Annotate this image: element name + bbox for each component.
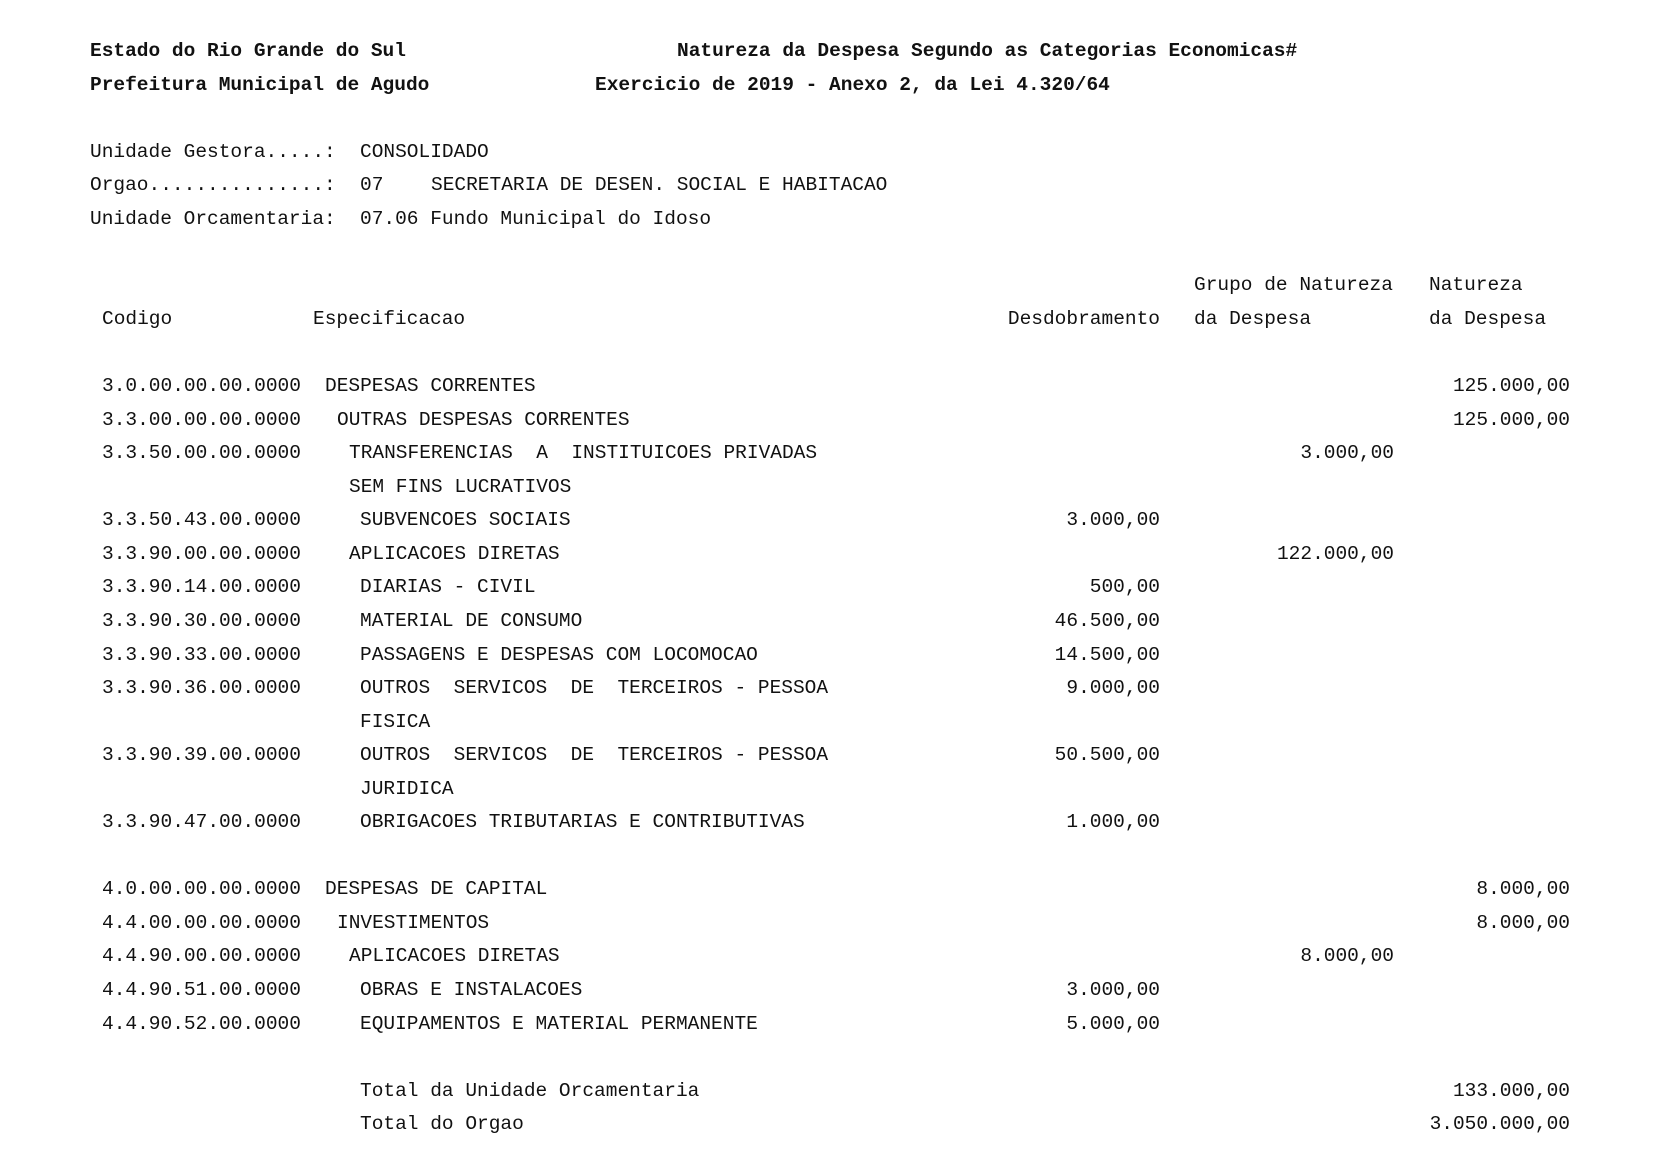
- row-spec: INVESTIMENTOS: [337, 912, 490, 934]
- row-code: 3.3.50.43.00.0000: [102, 509, 301, 531]
- unidade-orcamentaria-label: Unidade Orcamentaria:: [90, 208, 336, 230]
- row-code: 3.3.90.39.00.0000: [102, 744, 301, 766]
- column-header-grupo-line1: Grupo de Natureza: [1194, 274, 1393, 296]
- row-desdobramento: 5.000,00: [1066, 1013, 1160, 1035]
- row-desdobramento: 50.500,00: [1054, 744, 1160, 766]
- row-spec: OUTROS SERVICOS DE TERCEIROS - PESSOA: [360, 744, 829, 766]
- state-name: Estado do Rio Grande do Sul: [90, 40, 406, 62]
- row-code: 4.4.00.00.00.0000: [102, 912, 301, 934]
- unidade-orcamentaria-value: 07.06 Fundo Municipal do Idoso: [360, 208, 712, 230]
- unidade-gestora-label: Unidade Gestora.....:: [90, 141, 336, 163]
- row-spec: SUBVENCOES SOCIAIS: [360, 509, 571, 531]
- row-code: 4.4.90.00.00.0000: [102, 945, 301, 967]
- column-header-especificacao: Especificacao: [313, 308, 466, 330]
- row-code: 3.3.90.00.00.0000: [102, 543, 301, 565]
- report-title: Natureza da Despesa Segundo as Categorias Economicas#: [677, 40, 1298, 62]
- row-desdobramento: 46.500,00: [1054, 610, 1160, 632]
- total-orgao-value: 3.050.000,00: [1429, 1113, 1570, 1135]
- row-natureza: 8.000,00: [1476, 912, 1570, 934]
- total-orgao-label: Total do Orgao: [360, 1113, 524, 1135]
- row-spec: OBRIGACOES TRIBUTARIAS E CONTRIBUTIVAS: [360, 811, 805, 833]
- row-code: 3.3.90.36.00.0000: [102, 677, 301, 699]
- column-header-codigo: Codigo: [102, 308, 173, 330]
- report-subtitle: Exercicio de 2019 - Anexo 2, da Lei 4.320/64: [595, 74, 1110, 96]
- row-spec-continuation: JURIDICA: [360, 778, 454, 800]
- row-code: 3.0.00.00.00.0000: [102, 375, 301, 397]
- column-header-natureza-line2: da Despesa: [1429, 308, 1547, 330]
- row-spec-continuation: SEM FINS LUCRATIVOS: [349, 476, 572, 498]
- orgao-label: Orgao...............:: [90, 174, 336, 196]
- row-spec: MATERIAL DE CONSUMO: [360, 610, 583, 632]
- row-spec: TRANSFERENCIAS A INSTITUICOES PRIVADAS: [349, 442, 818, 464]
- row-natureza: 125.000,00: [1452, 409, 1570, 431]
- row-code: 3.3.00.00.00.0000: [102, 409, 301, 431]
- row-grupo: 8.000,00: [1300, 945, 1394, 967]
- row-spec: PASSAGENS E DESPESAS COM LOCOMOCAO: [360, 644, 758, 666]
- row-desdobramento: 3.000,00: [1066, 509, 1160, 531]
- row-spec: OBRAS E INSTALACOES: [360, 979, 583, 1001]
- row-desdobramento: 3.000,00: [1066, 979, 1160, 1001]
- unidade-gestora-value: CONSOLIDADO: [360, 141, 489, 163]
- orgao-code: 07: [360, 174, 384, 196]
- row-grupo: 3.000,00: [1300, 442, 1394, 464]
- row-natureza: 125.000,00: [1452, 375, 1570, 397]
- total-unidade-label: Total da Unidade Orcamentaria: [360, 1080, 700, 1102]
- row-natureza: 8.000,00: [1476, 878, 1570, 900]
- row-spec: APLICACOES DIRETAS: [349, 543, 560, 565]
- column-header-desdobramento: Desdobramento: [1007, 308, 1160, 330]
- orgao-name: SECRETARIA DE DESEN. SOCIAL E HABITACAO: [431, 174, 888, 196]
- row-code: 4.4.90.51.00.0000: [102, 979, 301, 1001]
- row-spec-continuation: FISICA: [360, 711, 431, 733]
- row-code: 3.3.90.30.00.0000: [102, 610, 301, 632]
- row-code: 3.3.90.33.00.0000: [102, 644, 301, 666]
- row-code: 3.3.90.14.00.0000: [102, 576, 301, 598]
- column-header-natureza-line1: Natureza: [1429, 274, 1523, 296]
- row-code: 3.3.90.47.00.0000: [102, 811, 301, 833]
- row-spec: DIARIAS - CIVIL: [360, 576, 536, 598]
- row-spec: OUTROS SERVICOS DE TERCEIROS - PESSOA: [360, 677, 829, 699]
- row-spec: DESPESAS CORRENTES: [325, 375, 536, 397]
- row-code: 4.0.00.00.00.0000: [102, 878, 301, 900]
- row-spec: EQUIPAMENTOS E MATERIAL PERMANENTE: [360, 1013, 758, 1035]
- row-spec: DESPESAS DE CAPITAL: [325, 878, 548, 900]
- row-grupo: 122.000,00: [1276, 543, 1394, 565]
- row-desdobramento: 9.000,00: [1066, 677, 1160, 699]
- column-header-grupo-line2: da Despesa: [1194, 308, 1312, 330]
- total-unidade-value: 133.000,00: [1452, 1080, 1570, 1102]
- municipality-name: Prefeitura Municipal de Agudo: [90, 74, 430, 96]
- row-spec: APLICACOES DIRETAS: [349, 945, 560, 967]
- row-desdobramento: 1.000,00: [1066, 811, 1160, 833]
- row-code: 3.3.50.00.00.0000: [102, 442, 301, 464]
- row-desdobramento: 500,00: [1089, 576, 1160, 598]
- row-spec: OUTRAS DESPESAS CORRENTES: [337, 409, 630, 431]
- row-desdobramento: 14.500,00: [1054, 644, 1160, 666]
- row-code: 4.4.90.52.00.0000: [102, 1013, 301, 1035]
